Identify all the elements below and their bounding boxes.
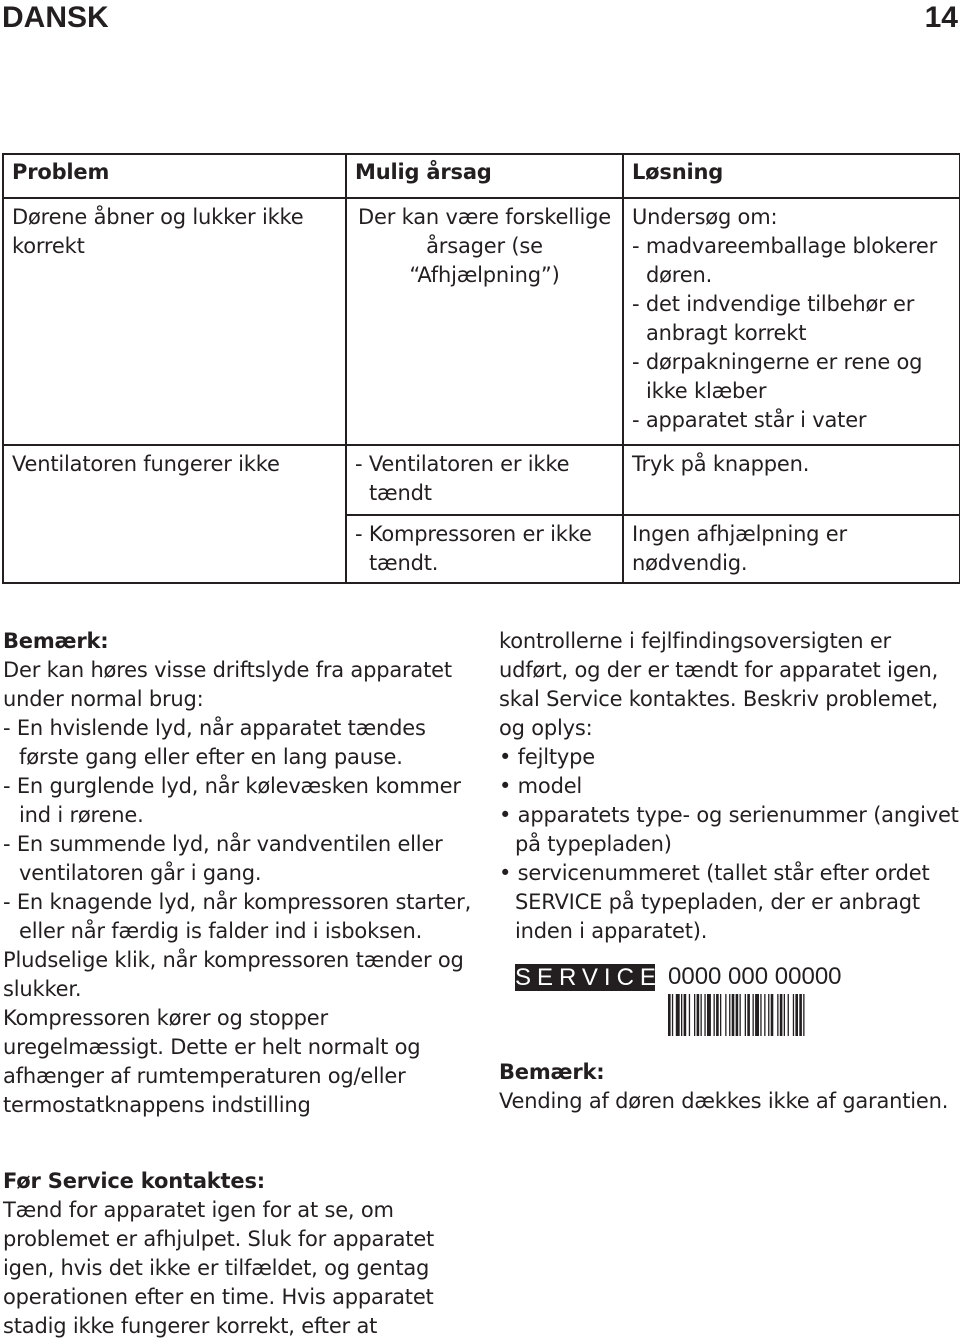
- service-bullet: • apparatets type- og serienummer (angivet på typepladen): [499, 803, 959, 856]
- barcode-bar: [729, 994, 730, 1036]
- operating-sounds-note: [3, 627, 473, 1120]
- solution-line: - dørpakningerne er rene og ikke klæber: [632, 350, 923, 403]
- barcode-bar: [745, 994, 746, 1036]
- solution-line: - madvareemballage blokerer døren.: [632, 234, 938, 287]
- cause-cell: [346, 445, 623, 515]
- barcode-bar: [764, 994, 765, 1036]
- cause-line: - Ventilatoren er ikke tændt: [355, 452, 570, 505]
- service-plate: [515, 962, 845, 1042]
- barcode-bar: [753, 994, 754, 1036]
- note-intro-line: Der kan høres visse driftslyde fra apparatet: [3, 658, 452, 682]
- barcode-bar: [768, 994, 769, 1036]
- table-row: [3, 198, 960, 445]
- barcode-bar: [694, 994, 695, 1036]
- barcode-bar: [720, 994, 721, 1036]
- header-problem: Problem: [3, 154, 346, 198]
- service-label: SERVICE: [515, 964, 662, 991]
- before-service-text: Tænd for apparatet igen for at se, om problemet er afhjulpet. Sluk for apparatet igen, hvis det ikke er tilfældet, og gentag operationen efter en time. Hvis apparatet stadig ikke fungerer korrekt, efter at: [3, 1198, 435, 1338]
- cause-line: Der kan være forskellige: [358, 205, 611, 229]
- note-item: - En knagende lyd, når kompressoren starter, eller når færdig is falder ind i isboksen.: [3, 890, 472, 943]
- barcode-bar: [799, 994, 802, 1036]
- service-bullet: • servicenummeret (tallet står efter ordet SERVICE på typepladen, der er anbragt inden i apparatet).: [499, 861, 930, 943]
- barcode-bar: [795, 994, 798, 1036]
- warranty-note: [499, 1058, 960, 1116]
- note-outro: Pludselige klik, når kompressoren tænder og slukker.: [3, 948, 464, 1001]
- note-intro-line: under normal brug:: [3, 687, 204, 711]
- barcode-bar: [747, 994, 750, 1036]
- barcode-bar: [788, 994, 789, 1036]
- barcode-bar: [771, 994, 774, 1036]
- cause-line: - Kompressoren er ikke tændt.: [355, 522, 592, 575]
- barcode-bar: [760, 994, 761, 1036]
- barcode-bar: [689, 994, 690, 1036]
- troubleshooting-table: [2, 153, 960, 584]
- header-solution: Løsning: [623, 154, 960, 198]
- service-bullet: • model: [499, 774, 583, 798]
- barcode-bar: [701, 994, 702, 1036]
- table-row: [3, 445, 960, 515]
- service-number: 0000 000 00000: [668, 963, 842, 990]
- warranty-note-text: Vending af døren dækkes ikke af garantien.: [499, 1089, 949, 1113]
- barcode-bar: [755, 994, 759, 1036]
- barcode-icon: [668, 994, 853, 1036]
- barcode-bar: [697, 994, 700, 1036]
- cause-line: årsager (se: [426, 234, 543, 258]
- warranty-note-title: Bemærk:: [499, 1060, 605, 1084]
- barcode-bar: [681, 994, 682, 1036]
- note-item: - En summende lyd, når vandventilen eller ventilatoren går i gang.: [3, 832, 443, 885]
- barcode-bar: [780, 994, 783, 1036]
- barcode-bar: [704, 994, 705, 1036]
- page-header: [0, 0, 960, 35]
- cause-line: “Afhjælpning”): [409, 263, 560, 287]
- barcode-bar: [803, 994, 804, 1036]
- service-intro: kontrollerne i fejlfindingsoversigten er udført, og der er tændt for apparatet igen, skal Service kontaktes. Beskriv problemet, og oplys:: [499, 629, 939, 740]
- barcode-bar: [668, 994, 671, 1036]
- solution-line: - det indvendige tilbehør er anbragt korrekt: [632, 292, 915, 345]
- solution-cell: Tryk på knappen.: [623, 445, 960, 515]
- solution-line: - apparatet står i vater: [632, 408, 867, 432]
- barcode-bar: [676, 994, 680, 1036]
- barcode-bar: [736, 994, 739, 1036]
- before-service-section: [3, 1167, 473, 1341]
- cause-cell: [346, 515, 623, 583]
- solution-cell: Ingen afhjælpning er nødvendig.: [632, 522, 847, 575]
- barcode-bar: [784, 994, 785, 1036]
- barcode-bar: [714, 994, 715, 1036]
- barcode-bar: [725, 994, 726, 1036]
- barcode-bar: [684, 994, 687, 1036]
- problem-cell: Ventilatoren fungerer ikke: [3, 445, 346, 583]
- note-title: Bemærk:: [3, 629, 109, 653]
- cause-cell: [346, 198, 623, 445]
- table-header-row: [3, 154, 960, 198]
- service-bullet: • fejltype: [499, 745, 595, 769]
- problem-cell: [3, 198, 346, 445]
- problem-line: korrekt: [12, 234, 85, 258]
- language-title: DANSK: [2, 1, 109, 34]
- service-contact-text: [499, 627, 960, 946]
- barcode-bar: [777, 994, 778, 1036]
- note-outro: Kompressoren kører og stopper uregelmæssigt. Dette er helt normalt og afhænger af rumtemperaturen og/eller termostatknappens indstilling: [3, 1006, 421, 1117]
- barcode-bar: [793, 994, 794, 1036]
- header-cause: Mulig årsag: [346, 154, 623, 198]
- barcode-bar: [716, 994, 719, 1036]
- solution-cell: [623, 198, 960, 445]
- solution-line: Undersøg om:: [632, 205, 778, 229]
- note-item: - En gurglende lyd, når kølevæsken kommer ind i rørene.: [3, 774, 461, 827]
- before-service-title: Før Service kontaktes:: [3, 1169, 265, 1193]
- barcode-bar: [740, 994, 741, 1036]
- page-number: 14: [924, 1, 958, 34]
- barcode-bar: [707, 994, 711, 1036]
- barcode-bar: [672, 994, 673, 1036]
- note-item: - En hvislende lyd, når apparatet tændes første gang eller efter en lang pause.: [3, 716, 426, 769]
- problem-line: Dørene åbner og lukker ikke: [12, 205, 304, 229]
- barcode-bar: [732, 994, 735, 1036]
